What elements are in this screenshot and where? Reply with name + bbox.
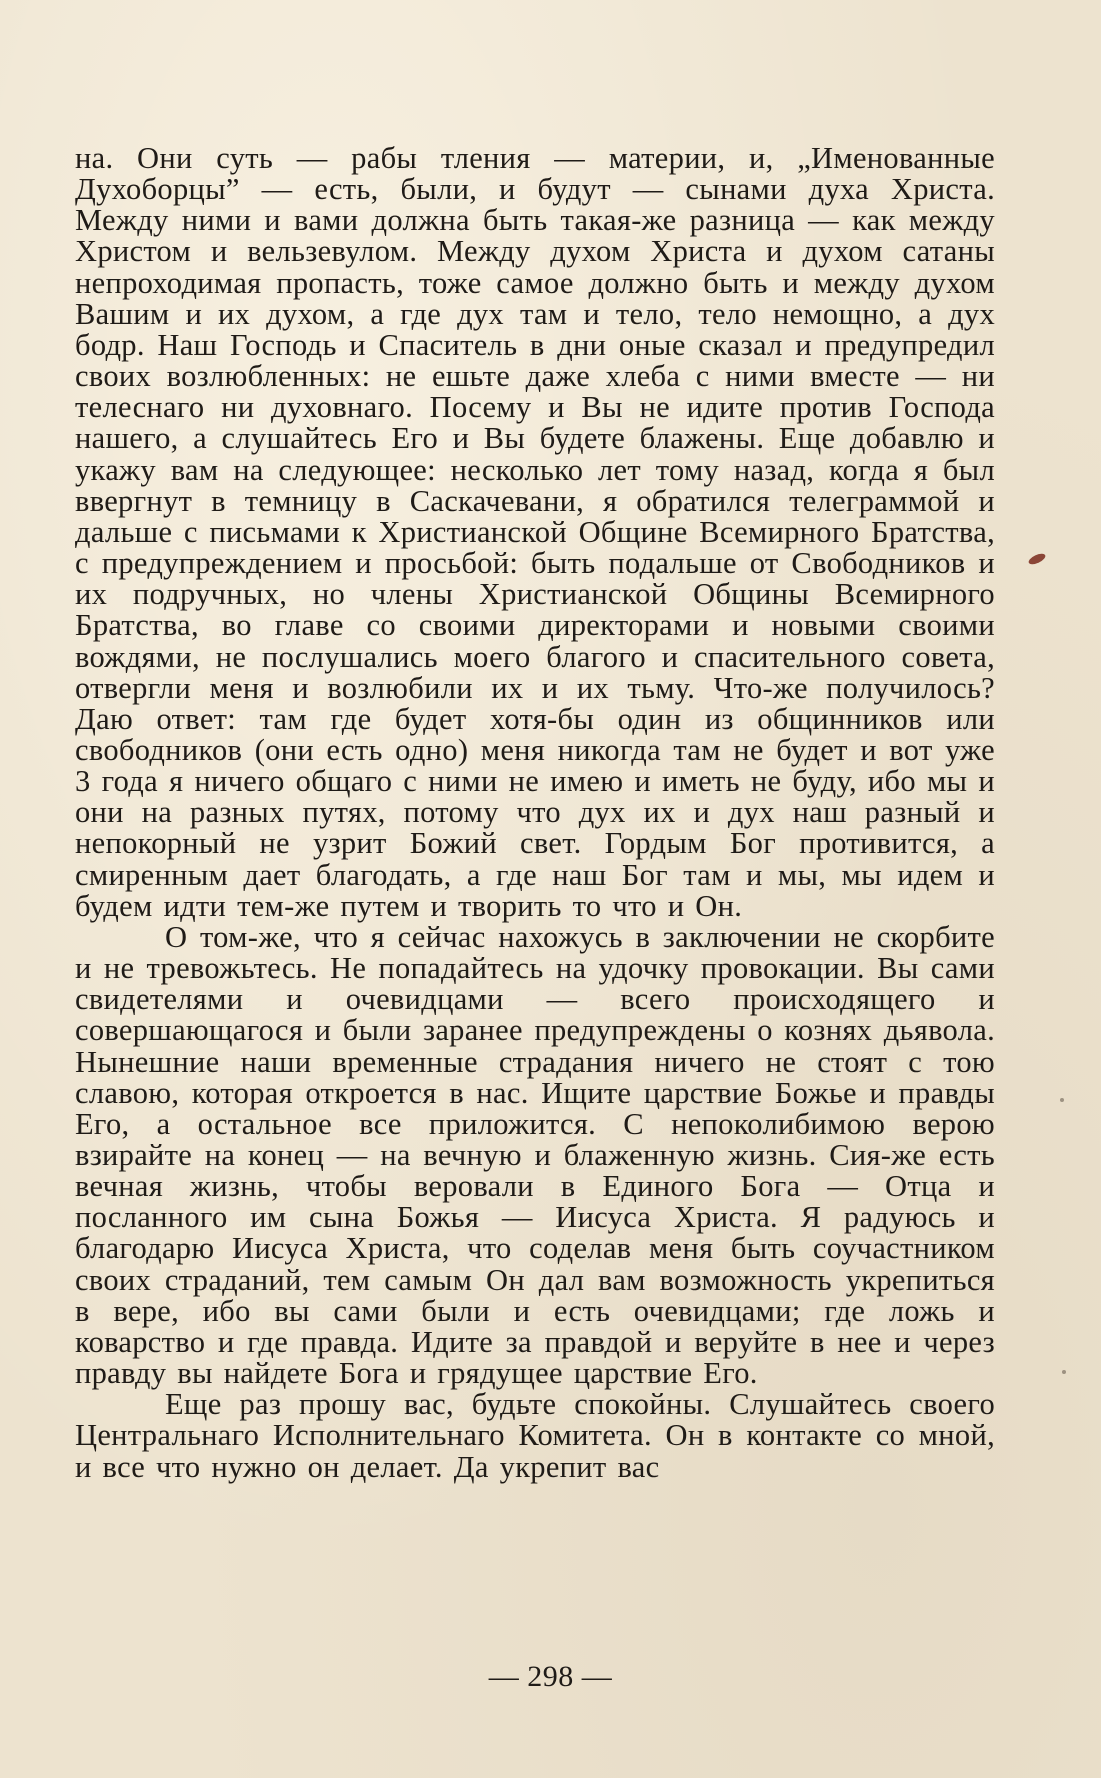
- paragraph-1: на. Они суть — рабы тления — материи, и, „Именованные Духоборцы” — есть, были, и будут — сынами духа Христа. Между ними и вами должна быть такая-же разница — как между Христом и вельзевулом. Между духом Христа и духом сатаны непроходимая пропасть, тоже самое должно быть и между духом Вашим и их духом, а где дух там и тело, тело немощно, а дух бодр. Наш Господь и Спаситель в дни оные сказал и предупредил своих возлюбленных: не ешьте даже хлеба с ними вместе — ни телеснаго ни духовнаго. Посему и Вы не идите против Господа нашего, а слушайтесь Его и Вы будете блажены. Еще добавлю и укажу вам на следующее: несколько лет тому назад, когда я был ввергнут в темницу в Саскачевани, я обратился телеграммой и дальше с письмами к Христианской Общине Всемирного Братства, с предупреждением и просьбой: быть подальше от Свободников и их подручных, но члены Христианской Общины Всемирного Братства, во главе со своими директорами и новыми своими вождями, не послушались моего благого и спасительного совета, отвергли меня и возлюбили их и их тьму. Что-же получилось? Даю ответ: там где будет хотя-бы один из общинников или свободников (они есть одно) меня никогда там не будет и вот уже 3 года я ничего общаго с ними не имею и иметь не буду, ибо мы и они на разных путях, потому что дух их и дух наш разный и непокорный не узрит Божий свет. Гордым Бог противится, а смиренным дает благодать, а где наш Бог там и мы, мы идем и будем идти тем-же путем и творить то что и Он.: [75, 141, 995, 923]
- paragraph-2: О том-же, что я сейчас нахожусь в заключении не скорбите и не тревожьтесь. Не попадайтесь на удочку провокации. Вы сами свидетелями и очевидцами — всего происходящего и совершающагося и были заранее предупреждены о кознях дьявола. Нынешние наши временные страдания ничего не стоят с тою славою, которая откроется в нас. Ищите царствие Божье и правды Его, а остальное все приложится. С непоколибимою верою взирайте на конец — на вечную и блаженную жизнь. Сия-же есть вечная жизнь, чтобы веровали в Единого Бога — Отца и посланного им сына Божья — Иисуса Христа. Я радуюсь и благодарю Иисуса Христа, что соделав меня быть соучастником своих страданий, тем самым Он дал вам возможность укрепиться в вере, ибо вы сами были и есть очевидцами; где ложь и коварство и где правда. Идите за правдой и веруйте в нее и через правду вы найдете Бога и грядущее царствие Его.: [75, 919, 995, 1391]
- page-number: — 298 —: [488, 1660, 613, 1693]
- paper-speck: [1062, 1370, 1066, 1374]
- paragraph-3: Еще раз прошу вас, будьте спокойны. Слушайтесь своего Центральнаго Исполнительнаго Комитета. Он в контакте со мной, и все что нужно он делает. Да укрепит вас: [75, 1387, 995, 1484]
- body-text: [75, 143, 995, 1483]
- paper-speck: [1060, 1098, 1064, 1102]
- ink-mark: [1027, 552, 1047, 567]
